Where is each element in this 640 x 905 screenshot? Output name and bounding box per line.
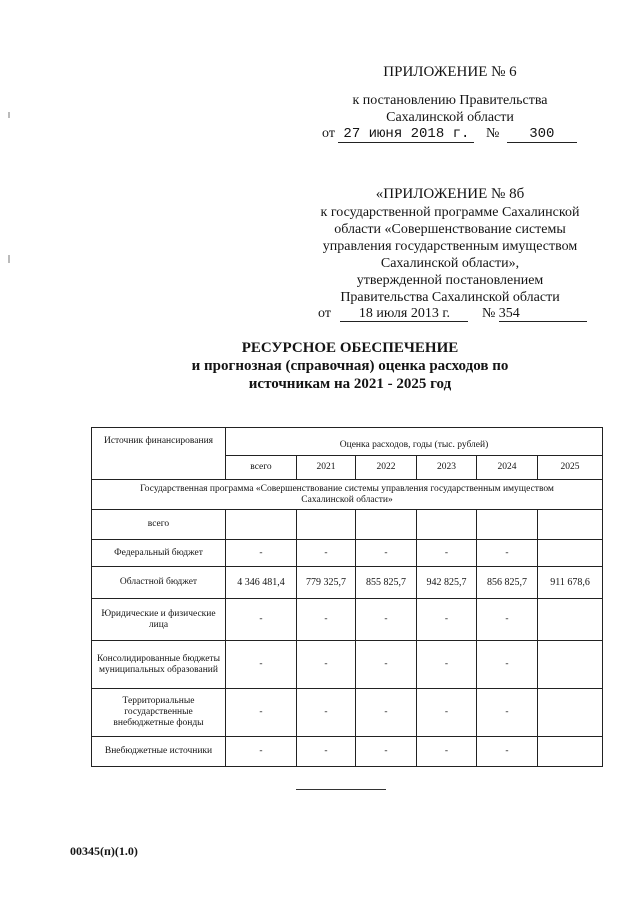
- table-cell: -: [297, 599, 356, 641]
- table-row: [92, 510, 603, 540]
- table-cell: -: [477, 737, 538, 767]
- number-label: №: [485, 126, 500, 141]
- table-cell: [477, 510, 538, 540]
- table-cell: -: [297, 641, 356, 689]
- closing-rule: [296, 789, 386, 790]
- table-cell: -: [417, 641, 477, 689]
- footer-code: 00345(п)(1.0): [70, 844, 138, 858]
- table-cell: 4 346 481,4: [226, 567, 297, 599]
- table-cell: -: [417, 540, 477, 567]
- table-cell: [297, 510, 356, 540]
- row-label: Юридические и физические лица: [92, 599, 226, 641]
- table-row: [92, 641, 603, 689]
- table-cell: [538, 641, 603, 689]
- number-label: №: [481, 306, 496, 321]
- previous-appendix-date-line: [318, 306, 608, 322]
- table-cell: -: [417, 689, 477, 737]
- table-cell: [538, 540, 603, 567]
- source-header: Источник финансирования: [92, 428, 226, 480]
- table-row: [92, 599, 603, 641]
- table-cell: [538, 599, 603, 641]
- previous-appendix-line-4: Сахалинской области»,: [380, 256, 520, 271]
- previous-appendix-date: 18 июля 2013 г.: [340, 306, 468, 322]
- estimate-header: Оценка расходов, годы (тыс. рублей): [226, 428, 603, 456]
- table-row: [92, 567, 603, 599]
- row-label: Областной бюджет: [92, 567, 226, 599]
- row-label: Внебюджетные источники: [92, 737, 226, 767]
- table-cell: -: [477, 540, 538, 567]
- table-cell: [538, 737, 603, 767]
- previous-appendix-line-6: Правительства Сахалинской области: [340, 290, 560, 305]
- table-cell: -: [226, 641, 297, 689]
- scan-artifact: [8, 255, 10, 263]
- table-cell: [538, 689, 603, 737]
- table-cell: -: [297, 737, 356, 767]
- from-label: от: [318, 306, 331, 321]
- table-cell: 779 325,7: [297, 567, 356, 599]
- row-label: Территориальные государственные внебюджетные фонды: [92, 689, 226, 737]
- table-cell: -: [297, 689, 356, 737]
- column-header: 2025: [538, 456, 603, 480]
- table-cell: -: [356, 599, 417, 641]
- table-row: [92, 540, 603, 567]
- heading-line-2: и прогнозная (справочная) оценка расходов по: [191, 358, 509, 374]
- table-cell: [356, 510, 417, 540]
- previous-appendix-title: «ПРИЛОЖЕНИЕ № 8б: [375, 186, 525, 202]
- previous-appendix-line-3: управления государственным имуществом: [322, 239, 578, 254]
- table-cell: -: [477, 689, 538, 737]
- table-cell: -: [477, 641, 538, 689]
- program-row: Государственная программа «Совершенствование системы управления государственным имуществом Сахалинской области»: [92, 480, 603, 510]
- table-cell: [538, 510, 603, 540]
- previous-appendix-number: 354: [499, 306, 587, 322]
- resource-table: [91, 427, 603, 767]
- appendix-date: 27 июня 2018 г.: [338, 127, 474, 143]
- row-label: Федеральный бюджет: [92, 540, 226, 567]
- previous-appendix-line-5: утвержденной постановлением: [356, 273, 544, 288]
- table-cell: -: [226, 599, 297, 641]
- table-cell: -: [356, 737, 417, 767]
- table-cell: 856 825,7: [477, 567, 538, 599]
- appendix-date-line: [322, 126, 602, 143]
- table-cell: 911 678,6: [538, 567, 603, 599]
- table-row: [92, 737, 603, 767]
- table-cell: 855 825,7: [356, 567, 417, 599]
- column-header: 2022: [356, 456, 417, 480]
- appendix-line-1: к постановлению Правительства: [352, 93, 548, 108]
- row-label: Консолидированные бюджеты муниципальных образований: [92, 641, 226, 689]
- column-header: 2021: [297, 456, 356, 480]
- table-row: [92, 689, 603, 737]
- table-cell: -: [477, 599, 538, 641]
- previous-appendix-line-1: к государственной программе Сахалинской: [320, 205, 580, 220]
- column-header: всего: [226, 456, 297, 480]
- table-cell: -: [356, 540, 417, 567]
- table-cell: [417, 510, 477, 540]
- table-cell: -: [226, 689, 297, 737]
- appendix-number: 300: [507, 127, 577, 143]
- column-header: 2024: [477, 456, 538, 480]
- table-cell: [226, 510, 297, 540]
- from-label: от: [322, 126, 335, 141]
- heading-line-3: источникам на 2021 - 2025 год: [248, 376, 452, 392]
- table-cell: -: [226, 540, 297, 567]
- table-cell: -: [356, 689, 417, 737]
- table-cell: -: [417, 599, 477, 641]
- table-cell: 942 825,7: [417, 567, 477, 599]
- appendix-line-2: Сахалинской области: [386, 110, 514, 125]
- table-cell: -: [356, 641, 417, 689]
- row-label: всего: [92, 510, 226, 540]
- column-header: 2023: [417, 456, 477, 480]
- previous-appendix-line-2: области «Совершенствование системы: [334, 222, 566, 237]
- heading-line-1: РЕСУРСНОЕ ОБЕСПЕЧЕНИЕ: [241, 340, 459, 356]
- table-cell: -: [417, 737, 477, 767]
- table-cell: -: [226, 737, 297, 767]
- table-cell: -: [297, 540, 356, 567]
- appendix-title: ПРИЛОЖЕНИЕ № 6: [383, 64, 517, 80]
- scan-artifact: [8, 112, 10, 118]
